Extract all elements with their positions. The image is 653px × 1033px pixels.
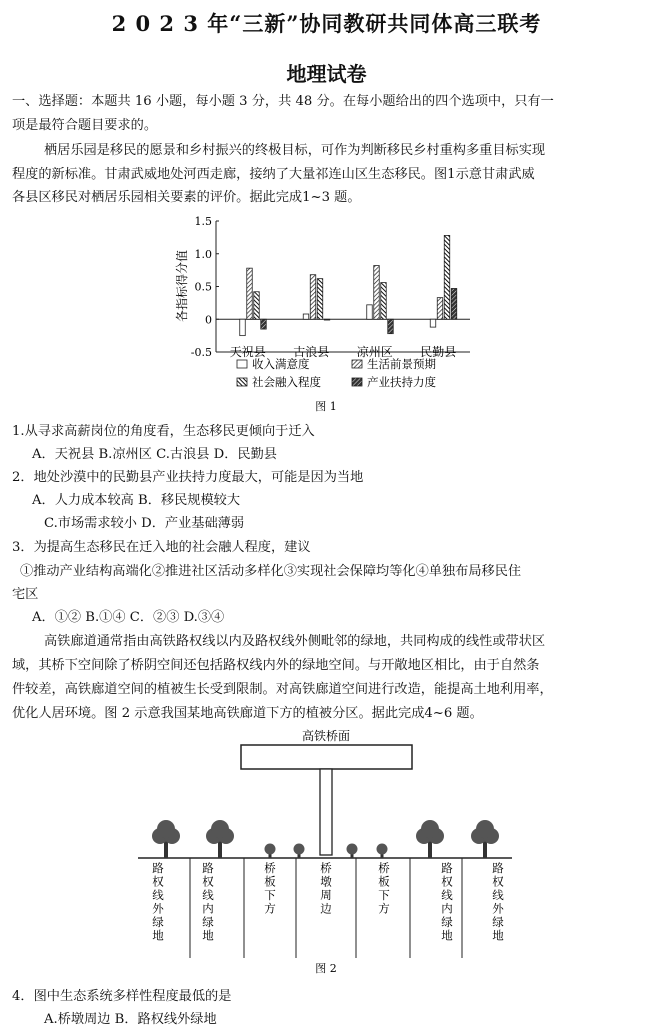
question-1-options: A．天祝县 B.凉州区 C.古浪县 D．民勤县 [32,447,277,462]
zone-label: 路权线内绿地 [202,861,214,943]
passage1-line: 各县区移民对栖居乐园相关要素的评价。据此完成1~3 题。 [12,190,361,205]
zone-label: 路权线内绿地 [441,861,453,943]
exam-title: 2 0 2 3 年“三新”协同教研共同体高三联考 [111,11,542,36]
passage2-line: 高铁廊道通常指由高铁路权线以内及路权线外侧毗邻的绿地，共同构成的线性或带状区 [44,634,546,649]
question-2: 2．地处沙漠中的民勤县产业扶持力度最大，可能是因为当地 [12,470,364,485]
subject-title: 地理试卷 [286,62,367,86]
figure2-caption: 图 2 [315,962,337,975]
zone-label: 桥墩周边 [320,861,332,916]
bridge-label: 高铁桥面 [301,729,351,743]
question-4: 4．图中生态系统多样性程度最低的是 [12,989,232,1004]
x-tick-label: 古浪县 [293,345,330,359]
question-1: 1.从寻求高薪岗位的角度看，生态移民更倾向于迁入 [12,424,315,439]
tree-icon [471,820,499,858]
shrub-icon [347,844,358,859]
passage2-line: 优化人居环境。图 2 示意我国某地高铁廊道下方的植被分区。据此完成4~6 题。 [12,706,483,721]
question-3-items: ①推动产业结构高端化②推进社区活动多样化③实现社会保障均等化④单独布局移民住 [20,564,522,579]
instructions-line: 一、选择题：本题共 16 小题，每小题 3 分，共 48 分。在每小题给出的四个选项中，只有一 [12,94,554,109]
shrub-icon [265,844,276,859]
zone-label: 路权线外绿地 [152,861,164,943]
y-tick-label: 1.5 [194,215,212,228]
figure1-caption: 图 1 [315,400,337,413]
question-3-items: 宅区 [12,587,39,602]
y-tick-label: 1.0 [194,247,212,261]
y-axis-label: 各指标得分值 [175,249,189,323]
legend-entry: 产业扶持力度 [367,375,436,389]
y-tick-label: 0 [205,313,212,327]
question-2-options: C.市场需求较小 D．产业基础薄弱 [44,516,245,531]
passage1-line: 程度的新标准。甘肃武威地处河西走廊，接纳了大量祁连山区生态移民。图1示意甘肃武威 [12,167,535,182]
passage2-line: 件较差，高铁廊道空间的植被生长受到限制。对高铁廊道空间进行改造，能提高土地利用率， [12,682,553,697]
tree-icon [416,820,444,858]
shrub-icon [377,844,388,859]
zone-label: 桥板下方 [264,861,276,916]
x-tick-label: 天祝县 [229,345,266,359]
y-tick-label: 0.5 [194,280,212,294]
x-tick-label: 民勤县 [420,345,457,359]
legend-entry: 社会融入程度 [252,375,321,389]
instructions-line: 项是最符合题目要求的。 [12,118,158,133]
question-3: 3．为提高生态移民在迁入地的社会融人程度，建议 [12,540,311,555]
question-3-options: A．①② B.①④ C．②③ D.③④ [32,610,225,625]
passage2-line: 域，其桥下空间除了桥阴空间还包括路权线内外的绿地空间。与开敞地区相比，由于自然条 [12,658,540,673]
bridge-pier [320,769,332,855]
y-tick-label: -0.5 [190,346,212,359]
shrub-icon [294,844,305,859]
legend-entry: 收入满意度 [252,357,310,371]
question-2-options: A．人力成本较高 B．移民规模较大 [32,493,241,508]
passage1-line: 栖居乐园是移民的愿景和乡村振兴的终极目标，可作为判断移民乡村重构多重目标实现 [44,143,546,158]
x-tick-label: 凉州区 [356,345,393,359]
tree-icon [152,820,180,858]
tree-icon [206,820,234,858]
zone-label: 路权线外绿地 [492,861,504,943]
question-4-options: A.桥墩周边 B．路权线外绿地 [44,1012,217,1027]
zone-label: 桥板下方 [378,861,390,916]
legend-entry: 生活前景预期 [367,357,436,371]
bridge-deck [241,745,412,769]
